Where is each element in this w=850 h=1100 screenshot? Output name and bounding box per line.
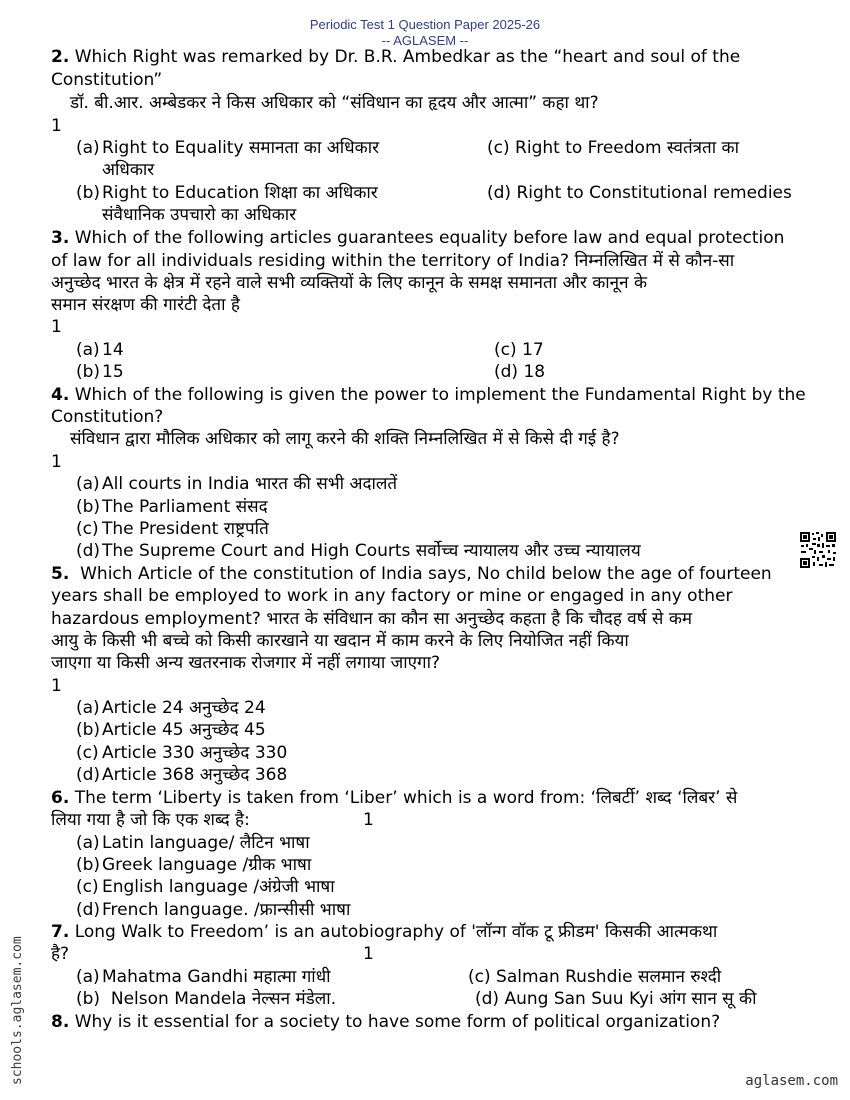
question-8-text: 8. Why is it essential for a society to have some form of political organization? — [51, 1012, 721, 1032]
q6-option-b: (b) Greek language /ग्रीक भाषा — [76, 855, 312, 875]
q4-option-a: (a) All courts in India भारत की सभी अदालतें — [76, 474, 398, 494]
qr-code-icon — [799, 531, 837, 569]
q7-option-a: (a) Mahatma Gandhi महात्मा गांधी — [76, 967, 331, 987]
question-5-text: 5. Which Article of the constitution of India says, No child below the age of fourteen — [51, 564, 772, 584]
question-2-marks: 1 — [51, 116, 62, 136]
q3-option-b: (b) 15 — [76, 362, 124, 382]
question-3-text-l4: समान संरक्षण की गारंटी देता है — [51, 295, 240, 315]
q4-option-d: (d) The Supreme Court and High Courts सर्वोच्च न्यायालय और उच्च न्यायालय — [76, 541, 641, 561]
q7-option-b: (b) Nelson Mandela नेल्सन मंडेला. — [76, 989, 337, 1009]
q7-option-d: (d) Aung San Suu Kyi आंग सान सू की — [475, 989, 757, 1009]
q5-option-b: (b) Article 45 अनुच्छेद 45 — [76, 720, 266, 740]
q4-option-b: (b) The Parliament संसद — [76, 497, 268, 517]
q6-option-c: (c) English language /अंग्रेजी भाषा — [76, 877, 335, 897]
q2-option-b: (b) Right to Education शिक्षा का अधिकार — [76, 183, 378, 203]
question-3-text: 3. Which of the following articles guarantees equality before law and equal protection — [51, 228, 785, 248]
question-6-text-cont: लिया गया है जो कि एक शब्द है: — [51, 810, 250, 830]
question-5-marks: 1 — [51, 676, 62, 696]
paper-title: Periodic Test 1 Question Paper 2025-26 — [309, 17, 541, 32]
question-7-marks: 1 — [363, 944, 374, 964]
question-6-marks: 1 — [363, 810, 374, 830]
q4-option-c: (c) The President राष्ट्रपति — [76, 519, 269, 539]
question-5-text-l5: जाएगा या किसी अन्य खतरनाक रोजगार में नहीं लगाया जाएगा? — [51, 653, 441, 673]
question-4-text-cont: Constitution? — [51, 407, 164, 427]
question-5-text-l3: hazardous employment? भारत के संविधान का कौन सा अनुच्छेद कहता है कि चौदह वर्ष से कम — [51, 609, 693, 629]
q7-option-c: (c) Salman Rushdie सलमान रुश्दी — [468, 967, 722, 987]
q2-option-d-cont: संवैधानिक उपचारो का अधिकार — [102, 205, 297, 225]
q3-option-d: (d) 18 — [494, 362, 546, 382]
q6-option-a: (a) Latin language/ लैटिन भाषा — [76, 833, 310, 853]
question-2-text-cont: Constitution” — [51, 70, 163, 90]
q2-option-a: (a) Right to Equality समानता का अधिकार — [76, 138, 380, 158]
question-3-text-l2: of law for all individuals residing within the territory of India? निम्नलिखित में से कौन-सा — [51, 251, 735, 271]
q5-option-d: (d) Article 368 अनुच्छेद 368 — [76, 765, 288, 785]
question-2-text: 2. Which Right was remarked by Dr. B.R. Ambedkar as the “heart and soul of the — [51, 47, 741, 67]
q2-option-c: (c) Right to Freedom स्वतंत्रता का — [487, 138, 739, 158]
side-watermark: schools.aglasem.com — [10, 936, 25, 1085]
q3-option-a: (a) 14 — [76, 340, 124, 360]
paper-source: -- AGLASEM -- — [381, 33, 469, 48]
question-7-text: 7. Long Walk to Freedom’ is an autobiography of 'लॉन्ग वॉक टू फ्रीडम' किसकी आत्मकथा — [51, 922, 718, 942]
question-4-hindi: संविधान द्वारा मौलिक अधिकार को लागू करने की शक्ति निम्नलिखित में से किसे दी गई है? — [70, 429, 620, 449]
question-2-hindi: डॉ. बी.आर. अम्बेडकर ने किस अधिकार को “संविधान का हृदय और आत्मा” कहा था? — [70, 93, 599, 113]
q6-option-d: (d) French language. /फ्रान्सीसी भाषा — [76, 900, 351, 920]
question-5-text-l2: years shall be employed to work in any factory or mine or engaged in any other — [51, 586, 733, 606]
question-number: 2. — [51, 47, 70, 67]
q5-option-c: (c) Article 330 अनुच्छेद 330 — [76, 743, 288, 763]
question-4-marks: 1 — [51, 452, 62, 472]
question-7-text-cont: है? — [51, 944, 70, 964]
q2-option-c-cont: अधिकार — [102, 160, 155, 180]
question-4-text: 4. Which of the following is given the power to implement the Fundamental Right by the — [51, 385, 806, 405]
q2-option-d: (d) Right to Constitutional remedies — [487, 183, 792, 203]
q5-option-a: (a) Article 24 अनुच्छेद 24 — [76, 698, 266, 718]
question-3-text-l3: अनुच्छेद भारत के क्षेत्र में रहने वाले सभी व्यक्तियों के लिए कानून के समक्ष समानता और कानून के — [51, 273, 647, 293]
footer-watermark: aglasem.com — [745, 1073, 838, 1089]
question-3-marks: 1 — [51, 317, 62, 337]
question-5-text-l4: आयु के किसी भी बच्चे को किसी कारखाने या खदान में काम करने के लिए नियोजित नहीं किया — [51, 631, 629, 651]
question-6-text: 6. The term ‘Liberty is taken from ‘Liber’ which is a word from: ‘लिबर्टी’ शब्द ‘लिबर’ से — [51, 788, 738, 808]
q3-option-c: (c) 17 — [494, 340, 544, 360]
